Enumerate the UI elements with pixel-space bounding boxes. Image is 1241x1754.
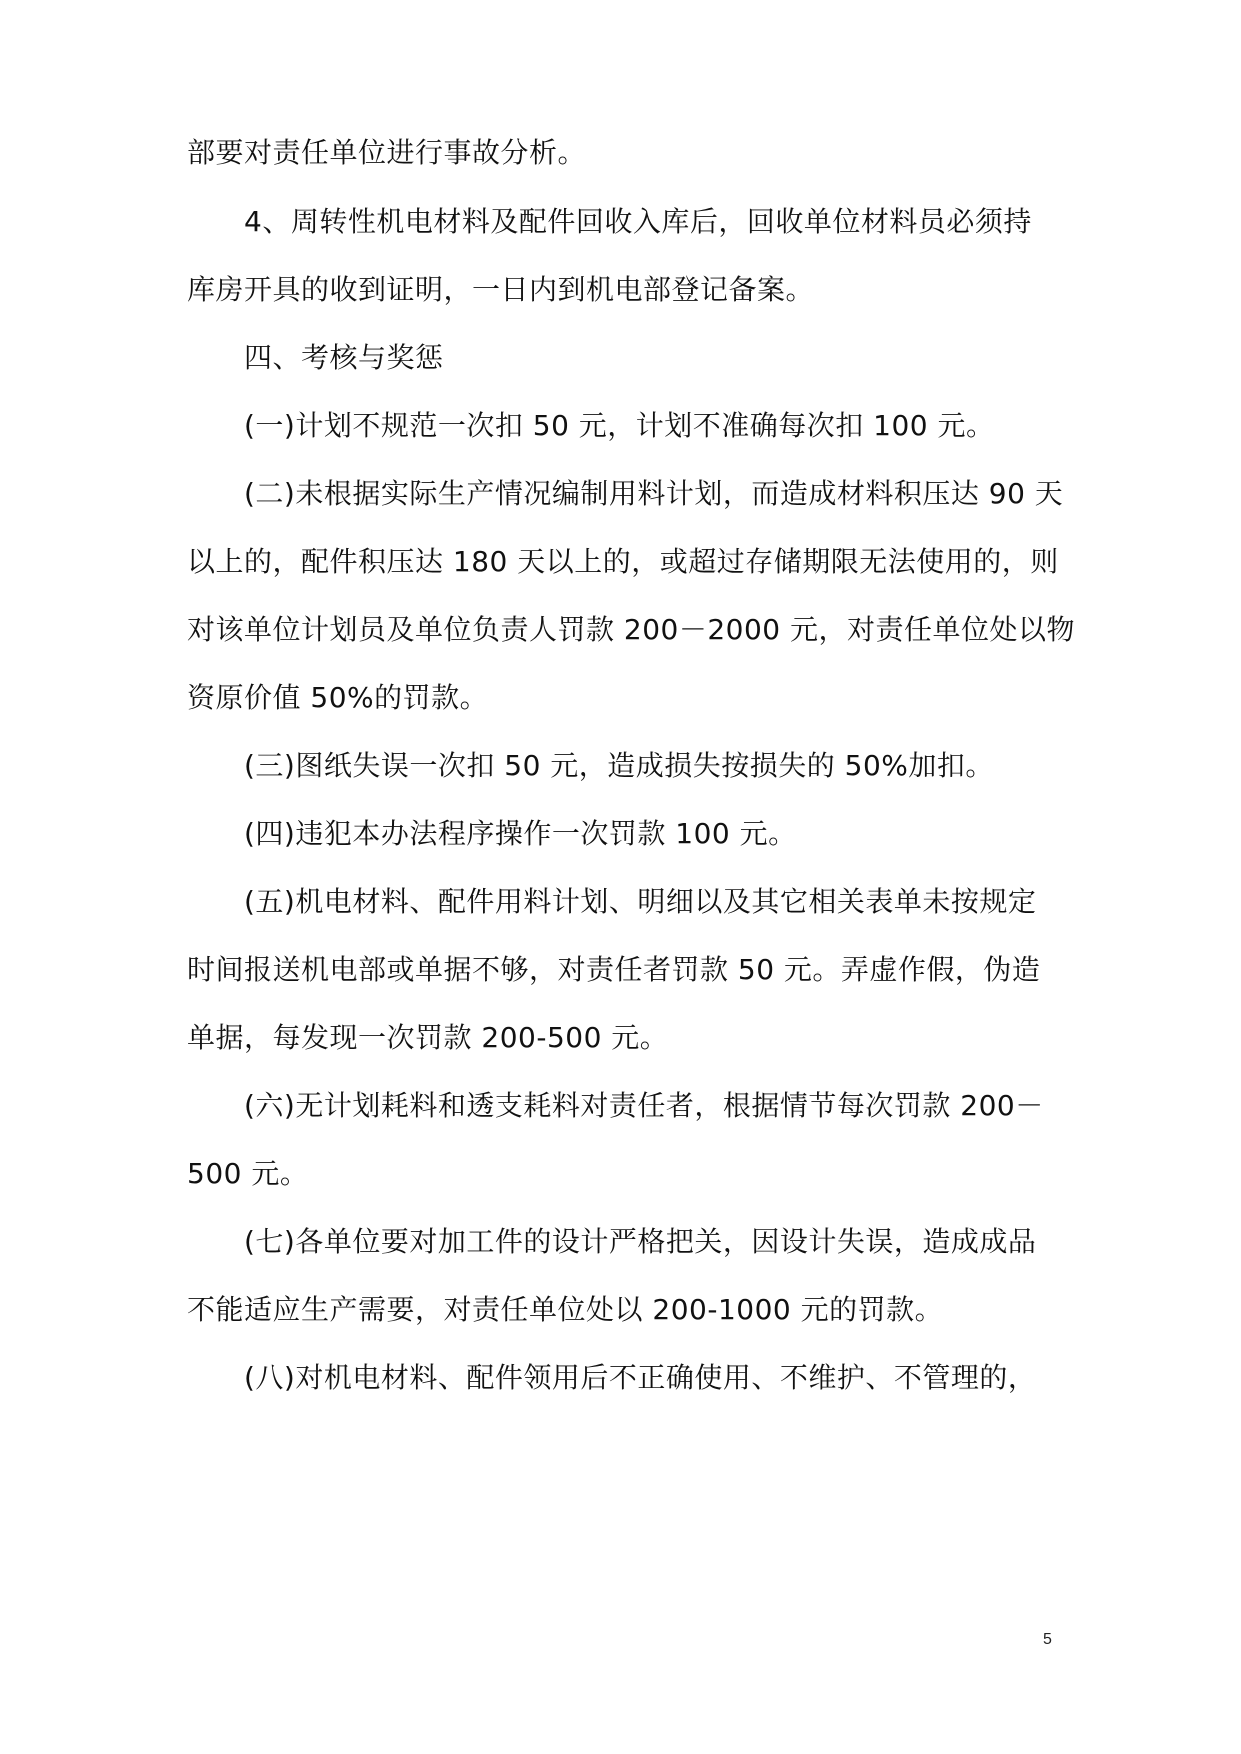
text-line: 库房开具的收到证明，一日内到机电部登记备案。: [187, 273, 815, 306]
section-heading: 四、考核与奖惩: [244, 341, 444, 374]
text-line: 单据，每发现一次罚款 200-500 元。: [187, 1021, 669, 1054]
text-line: 部要对责任单位进行事故分析。: [187, 136, 587, 169]
text-line: 资原价值 50%的罚款。: [187, 681, 489, 714]
text-line: (五)机电材料、配件用料计划、明细以及其它相关表单未按规定: [244, 885, 1037, 918]
text-line: (六)无计划耗料和透支耗料对责任者，根据情节每次罚款 200－: [244, 1089, 1044, 1122]
text-line: (二)未根据实际生产情况编制用料计划，而造成材料积压达 90 天: [244, 477, 1064, 510]
text-line: (三)图纸失误一次扣 50 元，造成损失按损失的 50%加扣。: [244, 749, 994, 782]
text-line: 时间报送机电部或单据不够，对责任者罚款 50 元。弄虚作假，伪造: [187, 953, 1041, 986]
page-number: 5: [1043, 1631, 1052, 1648]
text-line: 对该单位计划员及单位负责人罚款 200－2000 元，对责任单位处以物: [187, 613, 1076, 646]
text-line: (八)对机电材料、配件领用后不正确使用、不维护、不管理的，: [244, 1361, 1037, 1394]
text-line: (七)各单位要对加工件的设计严格把关，因设计失误，造成成品: [244, 1225, 1037, 1258]
text-line: (四)违犯本办法程序操作一次罚款 100 元。: [244, 817, 797, 850]
text-line: 以上的，配件积压达 180 天以上的，或超过存储期限无法使用的，则: [187, 545, 1059, 578]
text-line: (一)计划不规范一次扣 50 元，计划不准确每次扣 100 元。: [244, 409, 995, 442]
text-line: 500 元。: [187, 1157, 309, 1190]
text-line: 不能适应生产需要，对责任单位处以 200-1000 元的罚款。: [187, 1293, 944, 1326]
text-line: 4、周转性机电材料及配件回收入库后，回收单位材料员必须持: [244, 205, 1032, 238]
